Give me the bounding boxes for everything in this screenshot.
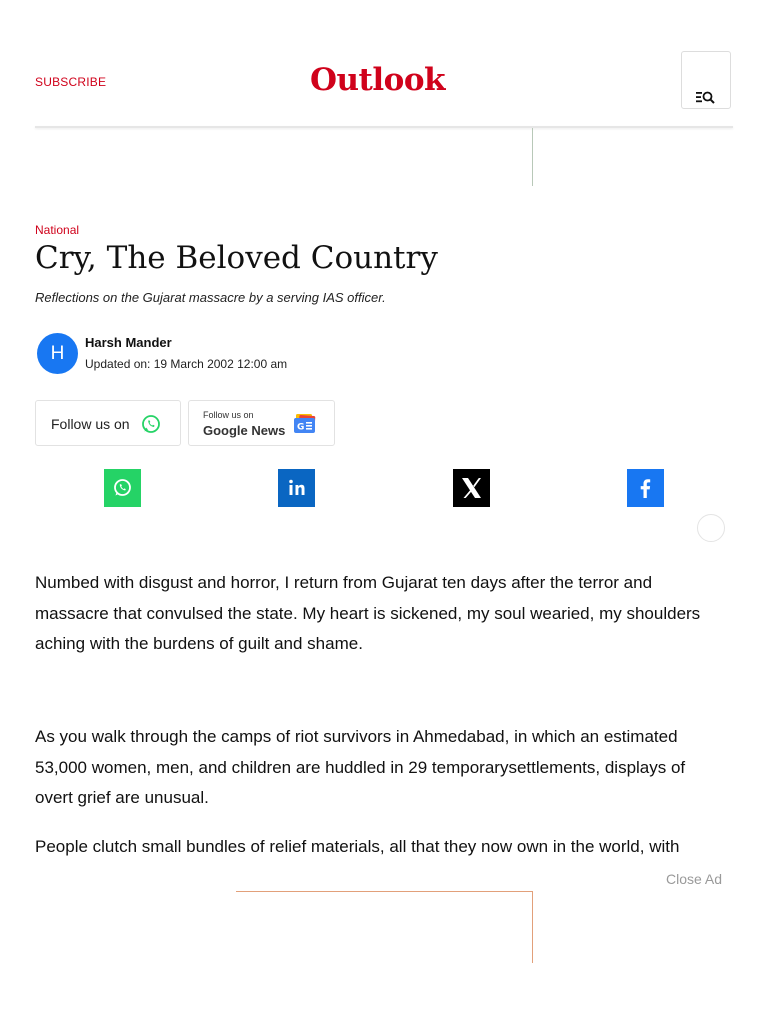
ad-slot-border xyxy=(532,128,533,186)
menu-search-icon xyxy=(695,89,717,105)
ad-frame-border xyxy=(236,891,533,892)
follow-google-news-label: Google News xyxy=(203,423,286,438)
share-x-button[interactable] xyxy=(453,469,490,507)
svg-text:G: G xyxy=(297,422,305,433)
subscribe-link[interactable]: SUBSCRIBE xyxy=(35,75,107,89)
follow-google-news-button[interactable] xyxy=(188,400,335,446)
site-header xyxy=(35,50,733,126)
article-paragraph: People clutch small bundles of relief materials, all that they now own in the world, with xyxy=(35,837,680,856)
follow-google-news-small-label: Follow us on xyxy=(203,410,254,420)
share-linkedin-button[interactable] xyxy=(278,469,315,507)
article-title: Cry, The Beloved Country xyxy=(35,240,438,276)
close-ad-button[interactable]: Close Ad xyxy=(666,871,723,887)
facebook-icon xyxy=(627,469,664,507)
outlook-logo[interactable]: Outlook xyxy=(310,62,445,98)
share-whatsapp-button[interactable] xyxy=(104,469,141,507)
article-paragraph: Numbed with disgust and horror, I return from Gujarat ten days after the terror and massacre that convulsed the state. My heart is sickened, my soul wearied, my shoulders aching with the burdens of guilt and shame. xyxy=(35,573,701,653)
header-divider xyxy=(35,126,733,128)
x-icon xyxy=(453,469,490,507)
category-link[interactable]: National xyxy=(35,223,80,237)
updated-timestamp: Updated on: 19 March 2002 12:00 am xyxy=(85,357,288,371)
article-subtitle: Reflections on the Gujarat massacre by a serving IAS officer. xyxy=(35,290,386,305)
author-avatar[interactable]: H xyxy=(37,333,78,374)
menu-search-button[interactable] xyxy=(681,51,731,109)
loading-spinner xyxy=(697,514,725,542)
follow-whatsapp-button[interactable] xyxy=(35,400,181,446)
follow-whatsapp-label: Follow us on xyxy=(51,416,130,432)
whatsapp-icon xyxy=(141,414,161,434)
google-news-icon xyxy=(293,413,317,435)
article-paragraph: As you walk through the camps of riot survivors in Ahmedabad, in which an estimated 53,000 women, men, and children are huddled in 29 temporarysettlements, displays of overt grief are unusual. xyxy=(35,727,686,807)
author-name[interactable]: Harsh Mander xyxy=(85,335,172,350)
whatsapp-icon xyxy=(104,469,141,507)
share-facebook-button[interactable] xyxy=(627,469,664,507)
ad-frame-border xyxy=(532,891,533,963)
linkedin-icon xyxy=(278,469,315,507)
